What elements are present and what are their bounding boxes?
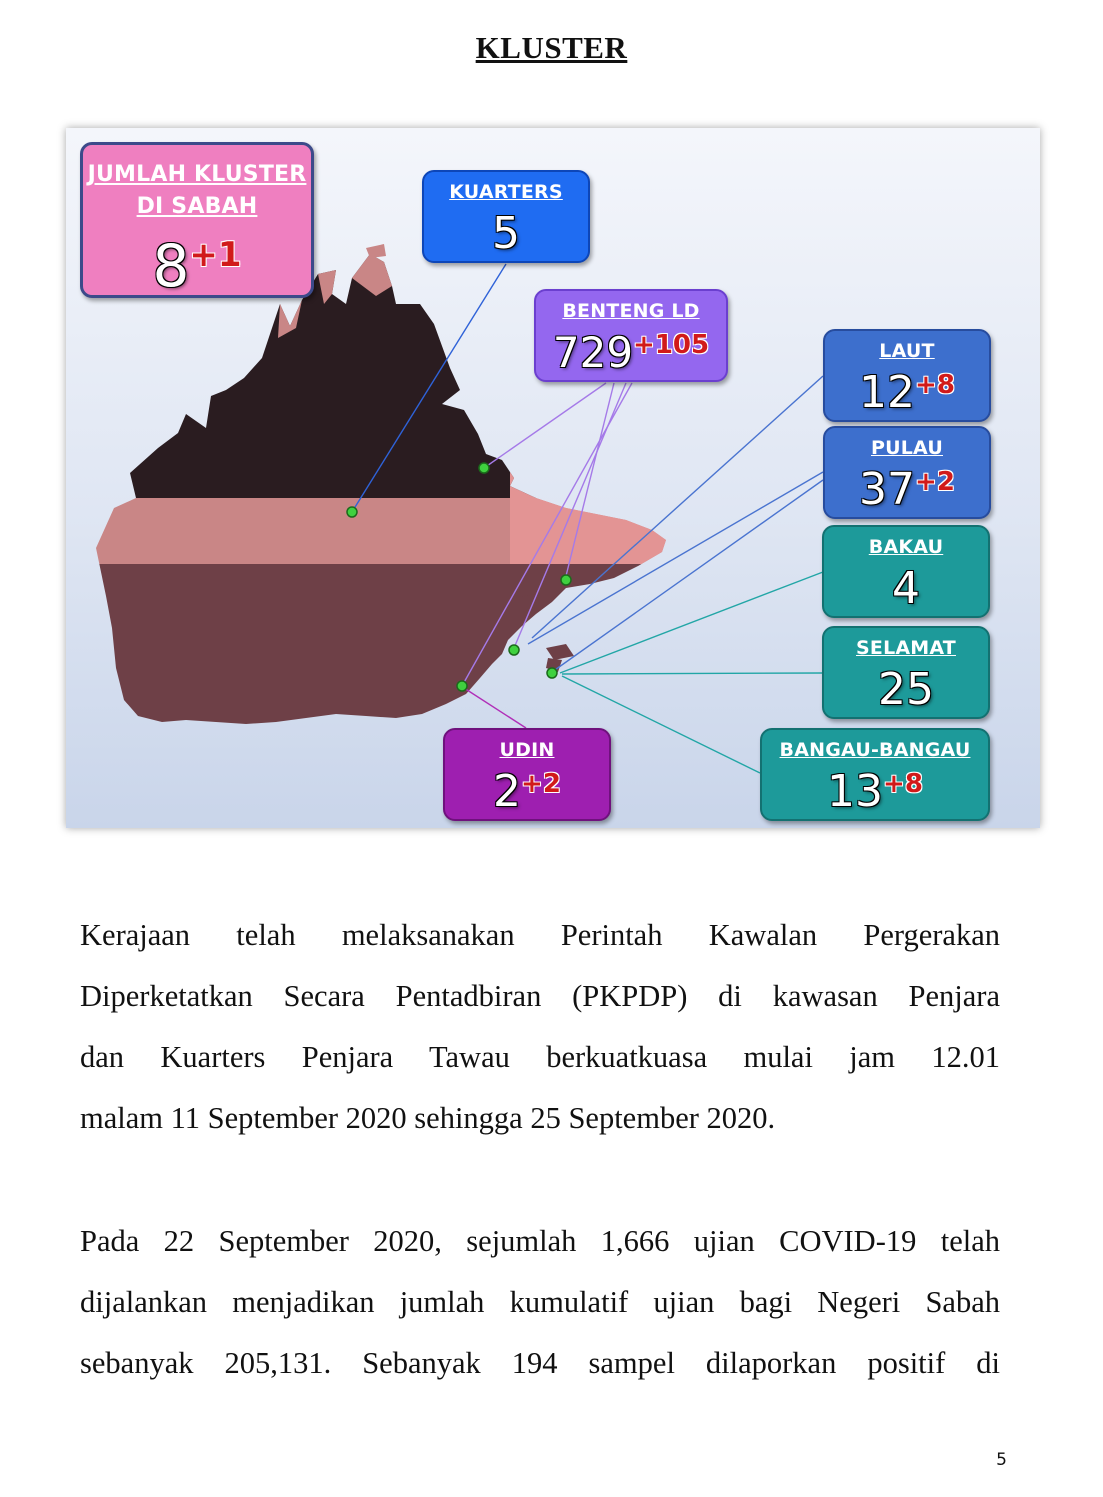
paragraph-line: malam 11 September 2020 sehingga 25 September 2020. <box>80 1101 776 1135</box>
cluster-value: 12 <box>859 367 916 418</box>
cluster-box-selamat <box>822 626 990 719</box>
marker-selamat <box>547 668 557 678</box>
cluster-box-benteng-ld <box>534 289 728 382</box>
cluster-name: LAUT <box>879 340 935 362</box>
cluster-increase: +2 <box>521 769 561 799</box>
cluster-box-kuarters <box>422 170 590 263</box>
cluster-box-pulau <box>823 426 991 519</box>
cluster-count <box>824 558 988 612</box>
marker-kuarters <box>347 507 357 517</box>
marker-benteng-3 <box>509 645 519 655</box>
cluster-value: 2 <box>493 766 522 817</box>
paragraph-line: Diperketatkan Secara Pentadbiran (PKPDP) di kawasan Penjara <box>80 979 1000 1013</box>
paragraph-line: sebanyak 205,131. Sebanyak 194 sampel dilaporkan positif di <box>80 1346 1000 1380</box>
cluster-count <box>424 203 588 257</box>
total-cluster-label-1: JUMLAH KLUSTER <box>87 162 307 187</box>
cluster-count <box>825 459 989 513</box>
cluster-box-udin <box>443 728 611 821</box>
cluster-count <box>762 761 988 815</box>
cluster-infographic <box>66 128 1040 828</box>
cluster-value: 729 <box>552 328 634 377</box>
cluster-value: 25 <box>878 664 934 715</box>
cluster-box-bakau <box>822 525 990 618</box>
total-cluster-label-2: DI SABAH <box>136 194 258 219</box>
cluster-value: 13 <box>827 766 884 817</box>
cluster-value: 5 <box>492 208 520 259</box>
cluster-count <box>445 761 609 815</box>
cluster-name: BANGAU-BANGAU <box>779 739 971 761</box>
cluster-value: 4 <box>892 563 920 614</box>
cluster-increase: +2 <box>915 467 955 497</box>
cluster-name: BENTENG LD <box>562 300 700 322</box>
cluster-name: PULAU <box>870 437 943 459</box>
cluster-count <box>825 362 989 416</box>
paragraph-line: dan Kuarters Penjara Tawau berkuatkuasa mulai jam 12.01 <box>80 1040 1000 1074</box>
cluster-increase: +8 <box>915 370 955 400</box>
page-title: KLUSTER <box>475 30 628 65</box>
paragraph-line: Pada 22 September 2020, sejumlah 1,666 ujian COVID-19 telah <box>80 1224 1000 1258</box>
marker-benteng-2 <box>561 575 571 585</box>
marker-udin <box>457 681 467 691</box>
marker-benteng-1 <box>479 463 489 473</box>
cluster-increase: +8 <box>883 769 923 799</box>
cluster-count <box>824 659 988 713</box>
paragraph-testing <box>80 1211 1000 1394</box>
paragraph-pkpdp <box>80 905 1000 1149</box>
cluster-box-bangau-bangau <box>760 728 990 821</box>
total-cluster-increase: +1 <box>189 235 242 275</box>
cluster-value: 37 <box>859 464 916 515</box>
cluster-name: UDIN <box>499 739 555 761</box>
cluster-name: BAKAU <box>868 536 944 558</box>
total-cluster-value: 8 <box>152 232 190 300</box>
paragraph-line: dijalankan menjadikan jumlah kumulatif ujian bagi Negeri Sabah <box>80 1285 1000 1319</box>
cluster-name: KUARTERS <box>449 181 563 203</box>
cluster-name: SELAMAT <box>856 637 956 659</box>
paragraph-line: Kerajaan telah melaksanakan Perintah Kawalan Pergerakan <box>80 918 1000 952</box>
page-number: 5 <box>996 1450 1007 1470</box>
cluster-increase: +105 <box>633 330 710 360</box>
total-cluster-box <box>80 142 314 298</box>
cluster-count <box>536 322 726 376</box>
total-cluster-count <box>83 223 311 298</box>
cluster-box-laut <box>823 329 991 422</box>
